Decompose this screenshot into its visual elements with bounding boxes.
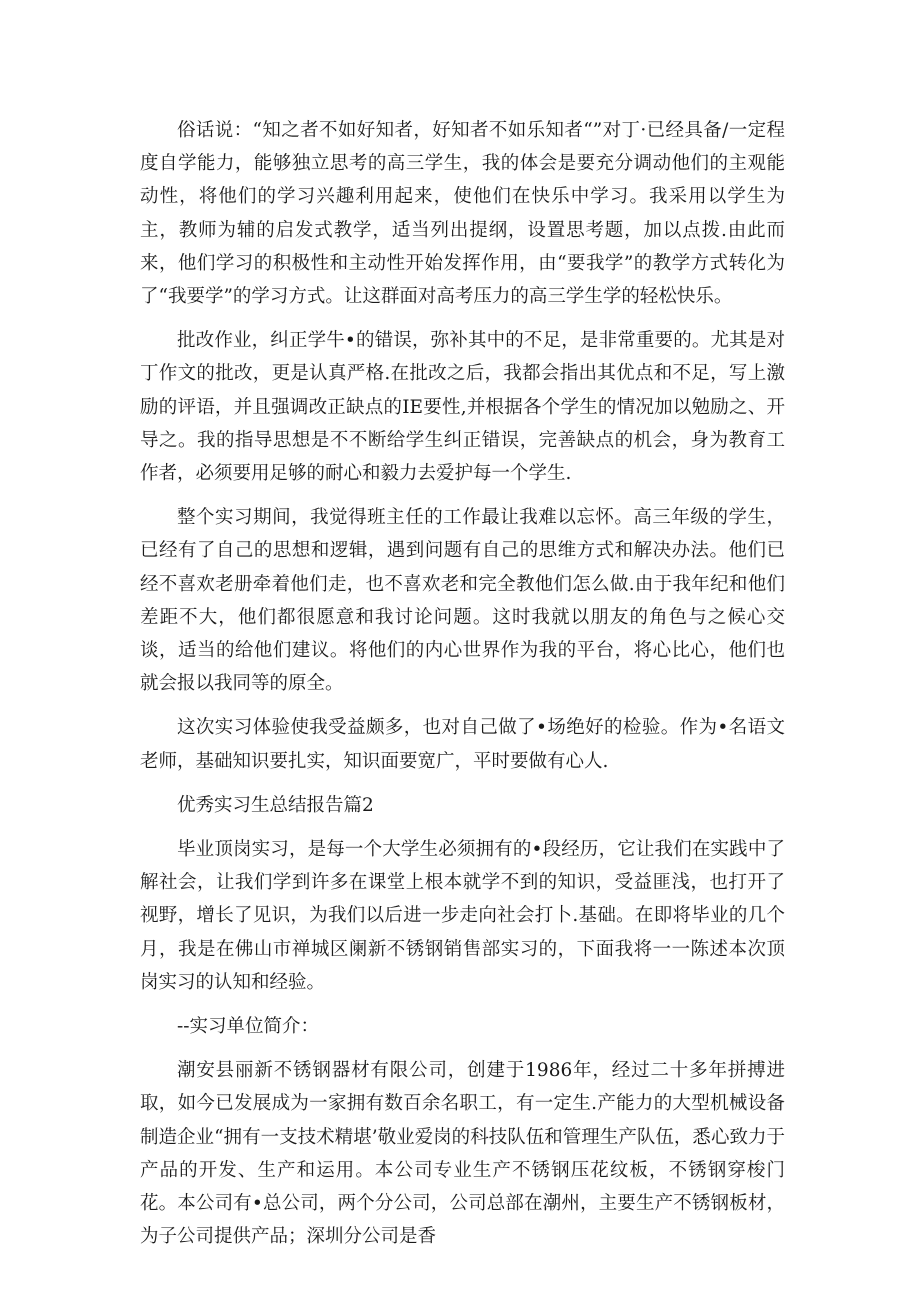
paragraph-teaching-method: 俗话说：“知之者不如好知者，好知者不如乐知者“”对丁·已经具备/一定程度自学能力，能够独立思考的高三学生，我的体会是要充分调动他们的主观能动性，将他们的学习兴趣利用起来，使他们在快乐中学习。我采用以学生为主，教师为辅的启发式教学，适当列出提纲，设置思考题，加以点拨.由此而来，他们学习的积极性和主动性开始发挥作用，由“要我学”的教学方式转化为了“我要学”的学习方式。让这群面对高考压力的高三学生学的轻松快乐。 [140, 120, 785, 308]
section-heading: 优秀实习生总结报告篇2 [177, 794, 374, 816]
paragraph-internship-intro: 毕业顶岗实习，是每一个大学生必须拥有的•段经历，它让我们在实践中了解社会，让我们学到许多在课堂上根本就学不到的知识，受益匪浅，也打开了视野，增长了见识，为我们以后进一步走向社会打卜.基础。在即将毕业的几个月，我是在佛山市禅城区阑新不锈钢销售部实习的，下面我将一一陈述本次顶岗实习的认知和经验。 [140, 839, 785, 993]
paragraph-homework-correction: 批改作业，纠正学牛•的错误，弥补其中的不足，是非常重要的。尤其是对丁作文的批改，更是认真严格.在批改之后，我都会指出其优点和不足，写上激励的评语，并且强调改正缺点的IE要性,并根据各个学生的情况加以勉励之、开导之。我的指导思想是不不断给学生纠正错误，完善缺点的机会，身为教育工作者，必须要用足够的耐心和毅力去爱护每一个学生. [140, 330, 785, 485]
paragraph-company-intro: 潮安县丽新不锈钢器材有限公司，创建于1986年，经过二十多年拼搏进取，如今已发展成为一家拥有数百余名职工，有一定生.产能力的大型机械设备制造企业“拥有一支技术精堪’敬业爱岗的科技队伍和管理生产队伍，悉心致力于产品的开发、生产和运用。本公司专业生产不锈钢压花纹板，不锈钢穿梭门花。本公司有•总公司，两个分公司，公司总部在潮州，主要生产不锈钢板材，为子公司提供产品；深圳分公司是香 [140, 1060, 785, 1248]
document-body [140, 114, 785, 1265]
subsection-heading: --实习单位简介： [177, 1016, 320, 1038]
paragraph-class-teacher: 整个实习期间，我觉得班主任的工作最让我难以忘怀。高三年级的学生，已经有了自己的思想和逻辑，遇到问题有自己的思维方式和解决办法。他们已经不喜欢老册牵着他们走，也不喜欢老和完全教他们怎么做.由于我年纪和他们差距不大，他们都很愿意和我讨论问题。这时我就以朋友的角色与之候心交谈，适当的给他们建议。将他们的内心世界作为我的平台，将心比心，他们也就会报以我同等的原全。 [140, 507, 785, 695]
paragraph-internship-reflection: 这次实习体验使我受益颇多，也对自己做了•场绝好的检验。作为•名语文老师，基础知识要扎实，知识面要宽广，平时要做有心人. [140, 717, 785, 772]
